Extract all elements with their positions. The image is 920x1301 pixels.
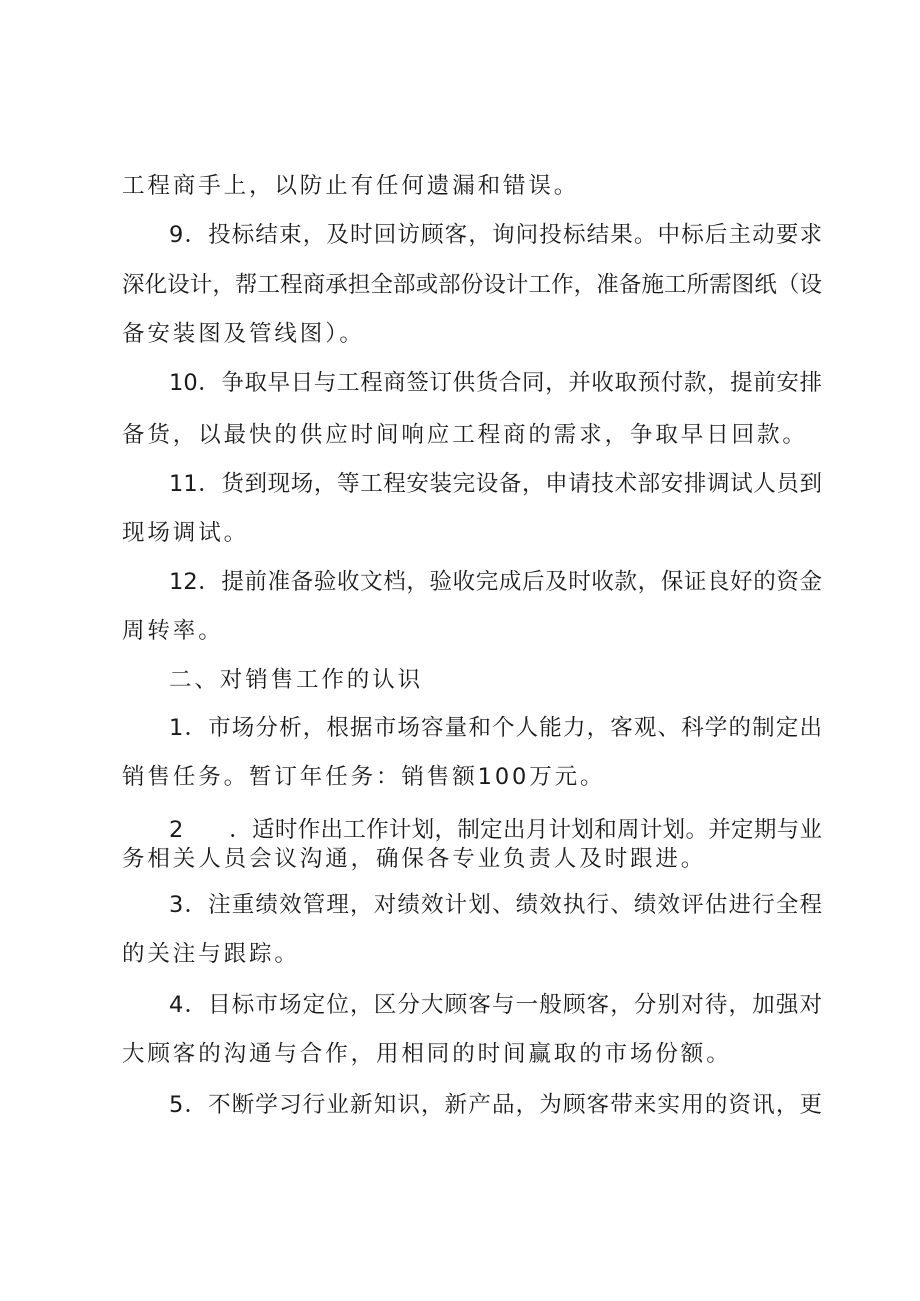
section-heading: 二、对销售工作的认识 (169, 667, 424, 693)
text-line: 现场调试。 (122, 520, 250, 546)
text-line: 销售任务。暂订年任务：销售额100万元。 (122, 764, 606, 790)
text-line: 工程商手上，以防止有任何遗漏和错误。 (122, 173, 580, 199)
text-line: 3．注重绩效管理，对绩效计划、绩效执行、绩效评估进行全程 (169, 892, 822, 918)
text-line: 2 ．适时作出工作计划，制定出月计划和周计划。并定期与业 (169, 817, 822, 843)
text-line: 周转率。 (122, 618, 224, 644)
text-line: 1．市场分析，根据市场容量和个人能力，客观、科学的制定出 (169, 715, 822, 741)
text-line: 10．争取早日与工程商签订供货合同，并收取预付款，提前安排 (169, 370, 822, 396)
text-line: 11．货到现场，等工程安装完设备，申请技术部安排调试人员到 (169, 471, 822, 497)
text-line: 5．不断学习行业新知识，新产品，为顾客带来实用的资讯，更 (169, 1092, 822, 1118)
text-line: 4．目标市场定位，区分大顾客与一般顾客，分别对待，加强对 (169, 992, 822, 1018)
text-line: 深化设计，帮工程商承担全部或部份设计工作，准备施工所需图纸（设 (122, 272, 822, 298)
text-line: 务相关人员会议沟通，确保各专业负责人及时跟进。 (122, 846, 707, 872)
text-line: 大顾客的沟通与合作，用相同的时间赢取的市场份额。 (122, 1041, 732, 1067)
text-line: 9．投标结束，及时回访顾客，询问投标结果。中标后主动要求 (169, 222, 822, 248)
text-line: 12．提前准备验收文档，验收完成后及时收款，保证良好的资金 (169, 569, 822, 595)
text-line: 备安装图及管线图）。 (122, 321, 365, 347)
text-line: 的关注与跟踪。 (122, 941, 300, 967)
text-line: 备货，以最快的供应时间响应工程商的需求，争取早日回款。 (122, 422, 808, 448)
